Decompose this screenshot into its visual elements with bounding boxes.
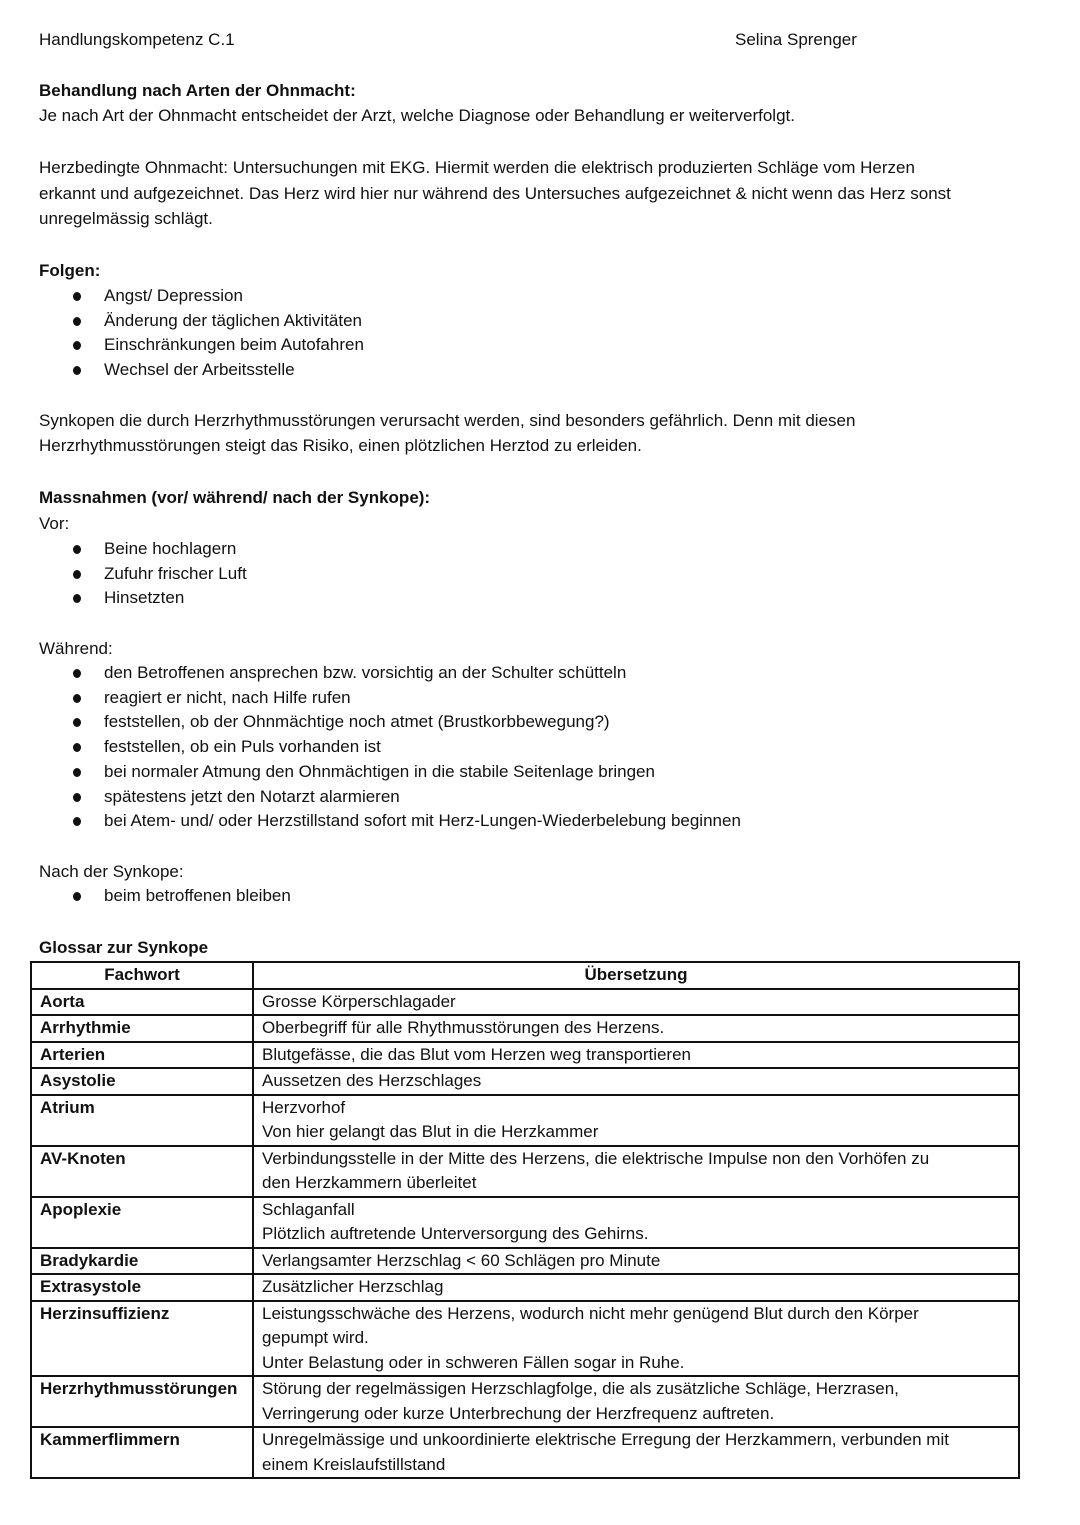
term-cell: Herzrhythmusstörungen <box>31 1376 253 1427</box>
table-header-row <box>31 962 1019 989</box>
definition-line: Grosse Körperschlagader <box>262 991 456 1011</box>
list-item: Wechsel der Arbeitsstelle <box>39 358 364 383</box>
folgen-list <box>39 284 364 383</box>
list-item: Änderung der täglichen Aktivitäten <box>39 309 364 334</box>
synkopen-text-line-1: Synkopen die durch Herzrhythmusstörungen verursacht werden, sind besonders gefährlich. Denn mit diesen <box>39 411 856 430</box>
author-name: Selina Sprenger <box>735 30 857 49</box>
term-cell: Atrium <box>31 1095 253 1146</box>
table-row <box>31 1427 1019 1478</box>
nach-list <box>39 884 291 909</box>
table-row <box>31 1248 1019 1275</box>
definition-line: Störung der regelmässigen Herzschlagfolge, die als zusätzliche Schläge, Herzrasen, <box>262 1379 899 1398</box>
label-vor: Vor: <box>39 514 70 533</box>
table-row <box>31 989 1019 1016</box>
table-row <box>31 1015 1019 1042</box>
document-title: Handlungskompetenz C.1 <box>39 30 235 49</box>
heading-behandlung: Behandlung nach Arten der Ohnmacht: <box>39 81 356 100</box>
definition-cell <box>253 1197 1019 1248</box>
table-row <box>31 1274 1019 1301</box>
definition-line: einem Kreislaufstillstand <box>262 1454 446 1474</box>
definition-line: Plötzlich auftretende Unterversorgung des Gehirns. <box>262 1224 649 1243</box>
behandlung-text: Je nach Art der Ohnmacht entscheidet der Arzt, welche Diagnose oder Behandlung er weiterverfolgt. <box>39 106 795 125</box>
list-item: Angst/ Depression <box>39 284 364 309</box>
table-row <box>31 1042 1019 1069</box>
definition-cell <box>253 989 1019 1016</box>
definition-line: Zusätzlicher Herzschlag <box>262 1277 444 1296</box>
list-item: bei Atem- und/ oder Herzstillstand sofort mit Herz-Lungen-Wiederbelebung beginnen <box>39 809 741 834</box>
term-cell: AV-Knoten <box>31 1146 253 1197</box>
herz-text-line-1: Herzbedingte Ohnmacht: Untersuchungen mit EKG. Hiermit werden die elektrisch produzierten Schläge vom Herzen <box>39 158 915 177</box>
definition-line: Verringerung oder kurze Unterbrechung der Herzfrequenz auftreten. <box>262 1403 775 1423</box>
heading-glossar: Glossar zur Synkope <box>39 938 209 957</box>
definition-cell <box>253 1095 1019 1146</box>
definition-line: Oberbegriff für alle Rhythmusstörungen des Herzens. <box>262 1018 665 1037</box>
definition-line: Herzvorhof <box>262 1097 346 1117</box>
vor-list <box>39 537 247 611</box>
herz-text-line-3: unregelmässig schlägt. <box>39 209 213 228</box>
synkopen-text-line-2: Herzrhythmusstörungen steigt das Risiko, einen plötzlichen Herztod zu erleiden. <box>39 436 642 455</box>
heading-folgen: Folgen: <box>39 261 101 280</box>
definition-cell <box>253 1301 1019 1377</box>
definition-cell <box>253 1248 1019 1275</box>
definition-line: Aussetzen des Herzschlages <box>262 1071 482 1090</box>
label-nach: Nach der Synkope: <box>39 862 184 881</box>
definition-line: Verlangsamter Herzschlag < 60 Schlägen pro Minute <box>262 1250 661 1270</box>
table-row <box>31 1068 1019 1095</box>
term-cell: Extrasystole <box>31 1274 253 1301</box>
list-item: Hinsetzten <box>39 586 247 611</box>
definition-line: den Herzkammern überleitet <box>262 1173 477 1192</box>
term-cell: Apoplexie <box>31 1197 253 1248</box>
term-cell: Arterien <box>31 1042 253 1069</box>
list-item: den Betroffenen ansprechen bzw. vorsichtig an der Schulter schütteln <box>39 661 741 686</box>
definition-cell <box>253 1068 1019 1095</box>
definition-line: Blutgefässe, die das Blut vom Herzen weg transportieren <box>262 1044 692 1064</box>
term-cell: Kammerflimmern <box>31 1427 253 1478</box>
definition-cell <box>253 1042 1019 1069</box>
list-item: spätestens jetzt den Notarzt alarmieren <box>39 785 741 810</box>
definition-cell <box>253 1015 1019 1042</box>
list-item: feststellen, ob der Ohnmächtige noch atmet (Brustkorbbewegung?) <box>39 710 741 735</box>
table-row <box>31 1095 1019 1146</box>
term-cell: Arrhythmie <box>31 1015 253 1042</box>
table-row <box>31 1376 1019 1427</box>
definition-cell <box>253 1427 1019 1478</box>
definition-line: Unter Belastung oder in schweren Fällen sogar in Ruhe. <box>262 1352 685 1372</box>
list-item: Einschränkungen beim Autofahren <box>39 333 364 358</box>
list-item: feststellen, ob ein Puls vorhanden ist <box>39 735 741 760</box>
term-cell: Herzinsuffizienz <box>31 1301 253 1377</box>
list-item: Beine hochlagern <box>39 537 247 562</box>
list-item: bei normaler Atmung den Ohnmächtigen in die stabile Seitenlage bringen <box>39 760 741 785</box>
definition-line: Verbindungsstelle in der Mitte des Herzens, die elektrische Impulse non den Vorhöfen zu <box>262 1148 930 1168</box>
term-cell: Aorta <box>31 989 253 1016</box>
column-header-uebersetzung: Übersetzung <box>253 962 1019 989</box>
definition-line: Von hier gelangt das Blut in die Herzkammer <box>262 1122 599 1141</box>
term-cell: Asystolie <box>31 1068 253 1095</box>
herz-text-line-2: erkannt und aufgezeichnet. Das Herz wird hier nur während des Untersuches aufgezeichnet & nicht wenn das Herz sonst <box>39 184 951 203</box>
definition-line: Unregelmässige und unkoordinierte elektrische Erregung der Herzkammern, verbunden mit <box>262 1430 949 1449</box>
definition-line: Schlaganfall <box>262 1199 355 1219</box>
column-header-fachwort: Fachwort <box>31 962 253 989</box>
term-cell: Bradykardie <box>31 1248 253 1275</box>
table-row <box>31 1197 1019 1248</box>
definition-cell <box>253 1376 1019 1427</box>
label-waehrend: Während: <box>39 639 113 658</box>
heading-massnahmen: Massnahmen (vor/ während/ nach der Synkope): <box>39 488 431 507</box>
definition-cell <box>253 1146 1019 1197</box>
glossar-table <box>30 961 1020 1479</box>
list-item: beim betroffenen bleiben <box>39 884 291 909</box>
table-row <box>31 1146 1019 1197</box>
table-row <box>31 1301 1019 1377</box>
definition-cell <box>253 1274 1019 1301</box>
list-item: reagiert er nicht, nach Hilfe rufen <box>39 686 741 711</box>
definition-line: gepumpt wird. <box>262 1328 369 1347</box>
waehrend-list <box>39 661 741 834</box>
list-item: Zufuhr frischer Luft <box>39 562 247 587</box>
definition-line: Leistungsschwäche des Herzens, wodurch nicht mehr genügend Blut durch den Körper <box>262 1303 919 1323</box>
